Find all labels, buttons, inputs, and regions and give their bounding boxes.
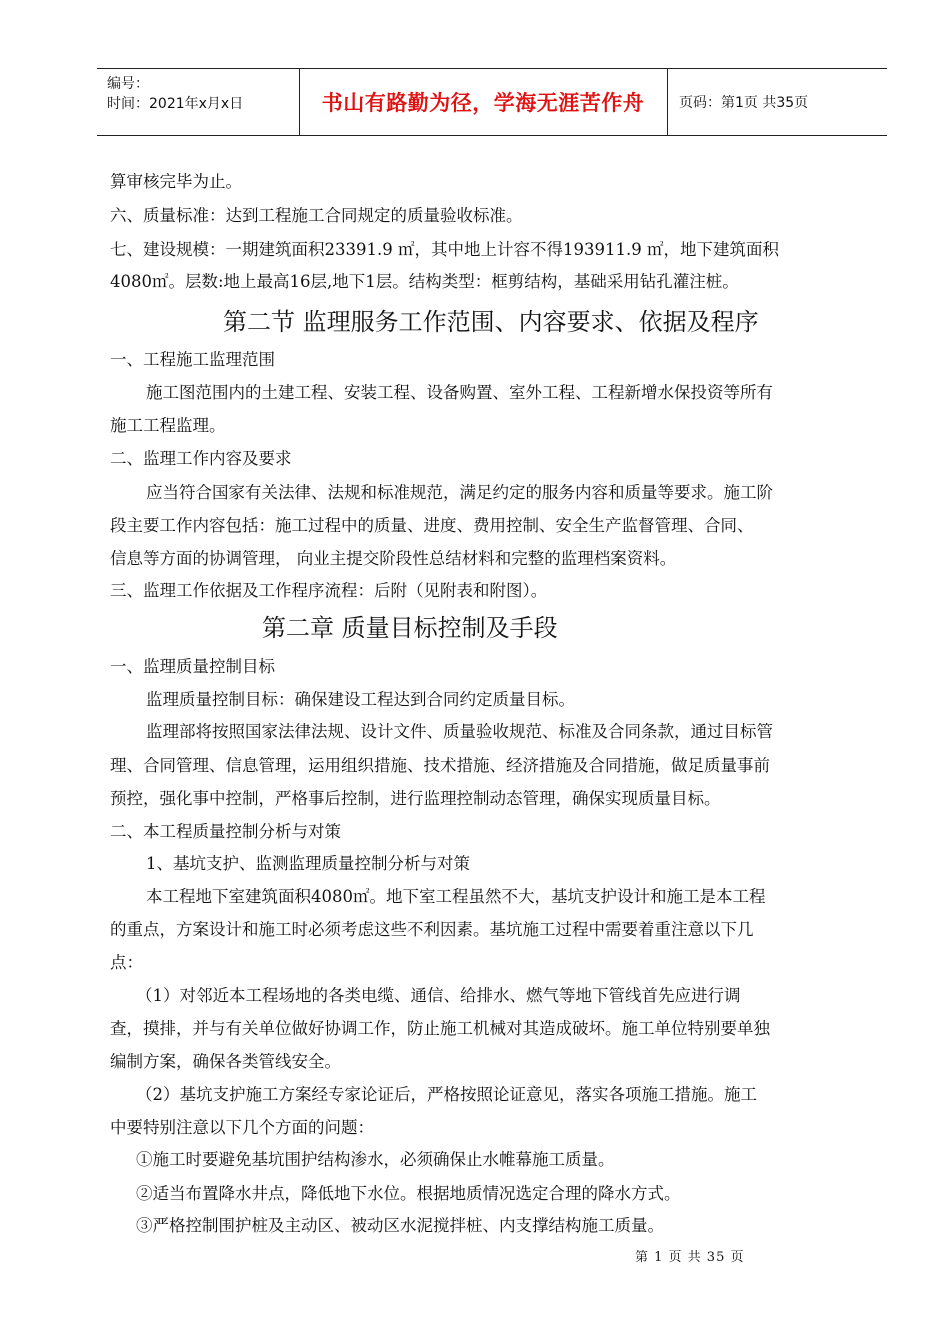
list-item: ②适当布置降水井点，降低地下水位。根据地质情况选定合理的降水方式。	[136, 1184, 681, 1203]
text-line: 信息等方面的协调管理， 向业主提交阶段性总结材料和完整的监理档案资料。	[110, 549, 677, 568]
sub-heading-line: 1、基坑支护、监测监理质量控制分析与对策	[146, 854, 470, 873]
heading-line: 一、监理质量控制目标	[110, 657, 275, 676]
page-header	[97, 68, 887, 136]
text-line: 施工图范围内的土建工程、安装工程、设备购置、室外工程、工程新增水保投资等所有	[146, 383, 773, 402]
text-line: （2）基坑支护施工方案经专家论证后，严格按照论证意见，落实各项施工措施。施工	[136, 1085, 757, 1104]
text-line: 预控，强化事中控制，严格事后控制，进行监理控制动态管理，确保实现质量目标。	[110, 789, 721, 808]
list-item: ①施工时要避免基坑围护结构渗水，必须确保止水帷幕施工质量。	[136, 1150, 615, 1169]
heading-line: 二、监理工作内容及要求	[110, 449, 292, 468]
section-title: 第二节 监理服务工作范围、内容要求、依据及程序	[223, 308, 759, 336]
text-line: 六、质量标准：达到工程施工合同规定的质量验收标准。	[110, 206, 523, 225]
text-line: 监理部将按照国家法律法规、设计文件、质量验收规范、标准及合同条款，通过目标管	[146, 722, 773, 741]
text-line: 的重点，方案设计和施工时必须考虑这些不利因素。基坑施工过程中需要着重注意以下几	[110, 920, 754, 939]
text-line: 编制方案，确保各类管线安全。	[110, 1052, 341, 1071]
header-motto: 书山有路勤为径，学海无涯苦作舟	[299, 69, 668, 135]
chapter-title: 第二章 质量目标控制及手段	[262, 614, 558, 642]
text-line: 算审核完毕为止。	[110, 172, 242, 191]
page-footer: 第 1 页 共 35 页	[635, 1250, 745, 1265]
text-line: 本工程地下室建筑面积4080㎡。地下室工程虽然不大，基坑支护设计和施工是本工程	[146, 887, 766, 906]
list-item: ③严格控制围护桩及主动区、被动区水泥搅拌桩、内支撑结构施工质量。	[136, 1216, 664, 1235]
text-line: 监理质量控制目标：确保建设工程达到合同约定质量目标。	[146, 690, 575, 709]
heading-line: 二、本工程质量控制分析与对策	[110, 822, 341, 841]
text-line: 施工工程监理。	[110, 416, 226, 435]
heading-line: 三、监理工作依据及工作程序流程：后附（见附表和附图）。	[110, 581, 548, 600]
text-line: 中要特别注意以下几个方面的问题：	[110, 1118, 374, 1137]
time-label: 时间：2021年x月x日	[107, 96, 244, 112]
text-line: 理、合同管理、信息管理，运用组织措施、技术措施、经济措施及合同措施，做足质量事前	[110, 756, 770, 775]
heading-line: 一、工程施工监理范围	[110, 350, 275, 369]
text-line: 段主要工作内容包括：施工过程中的质量、进度、费用控制、安全生产监督管理、合同、	[110, 516, 754, 535]
text-line: 七、建设规模：一期建筑面积23391.9 ㎡，其中地上计容不得193911.9 ㎡，地下建筑面积	[110, 240, 779, 259]
text-line: 应当符合国家有关法律、法规和标准规范，满足约定的服务内容和质量等要求。施工阶	[146, 483, 773, 502]
text-line: 4080㎡。层数:地上最高16层,地下1层。结构类型：框剪结构，基础采用钻孔灌注桩。	[110, 272, 739, 291]
text-line: （1）对邻近本工程场地的各类电缆、通信、给排水、燃气等地下管线首先应进行调	[136, 986, 741, 1005]
code-label: 编号：	[107, 76, 149, 92]
text-line: 点：	[110, 953, 143, 972]
header-page-info: 页码：第1页 共35页	[679, 95, 809, 111]
text-line: 查，摸排，并与有关单位做好协调工作，防止施工机械对其造成破坏。施工单位特别要单独	[110, 1019, 770, 1038]
header-meta	[97, 69, 300, 135]
